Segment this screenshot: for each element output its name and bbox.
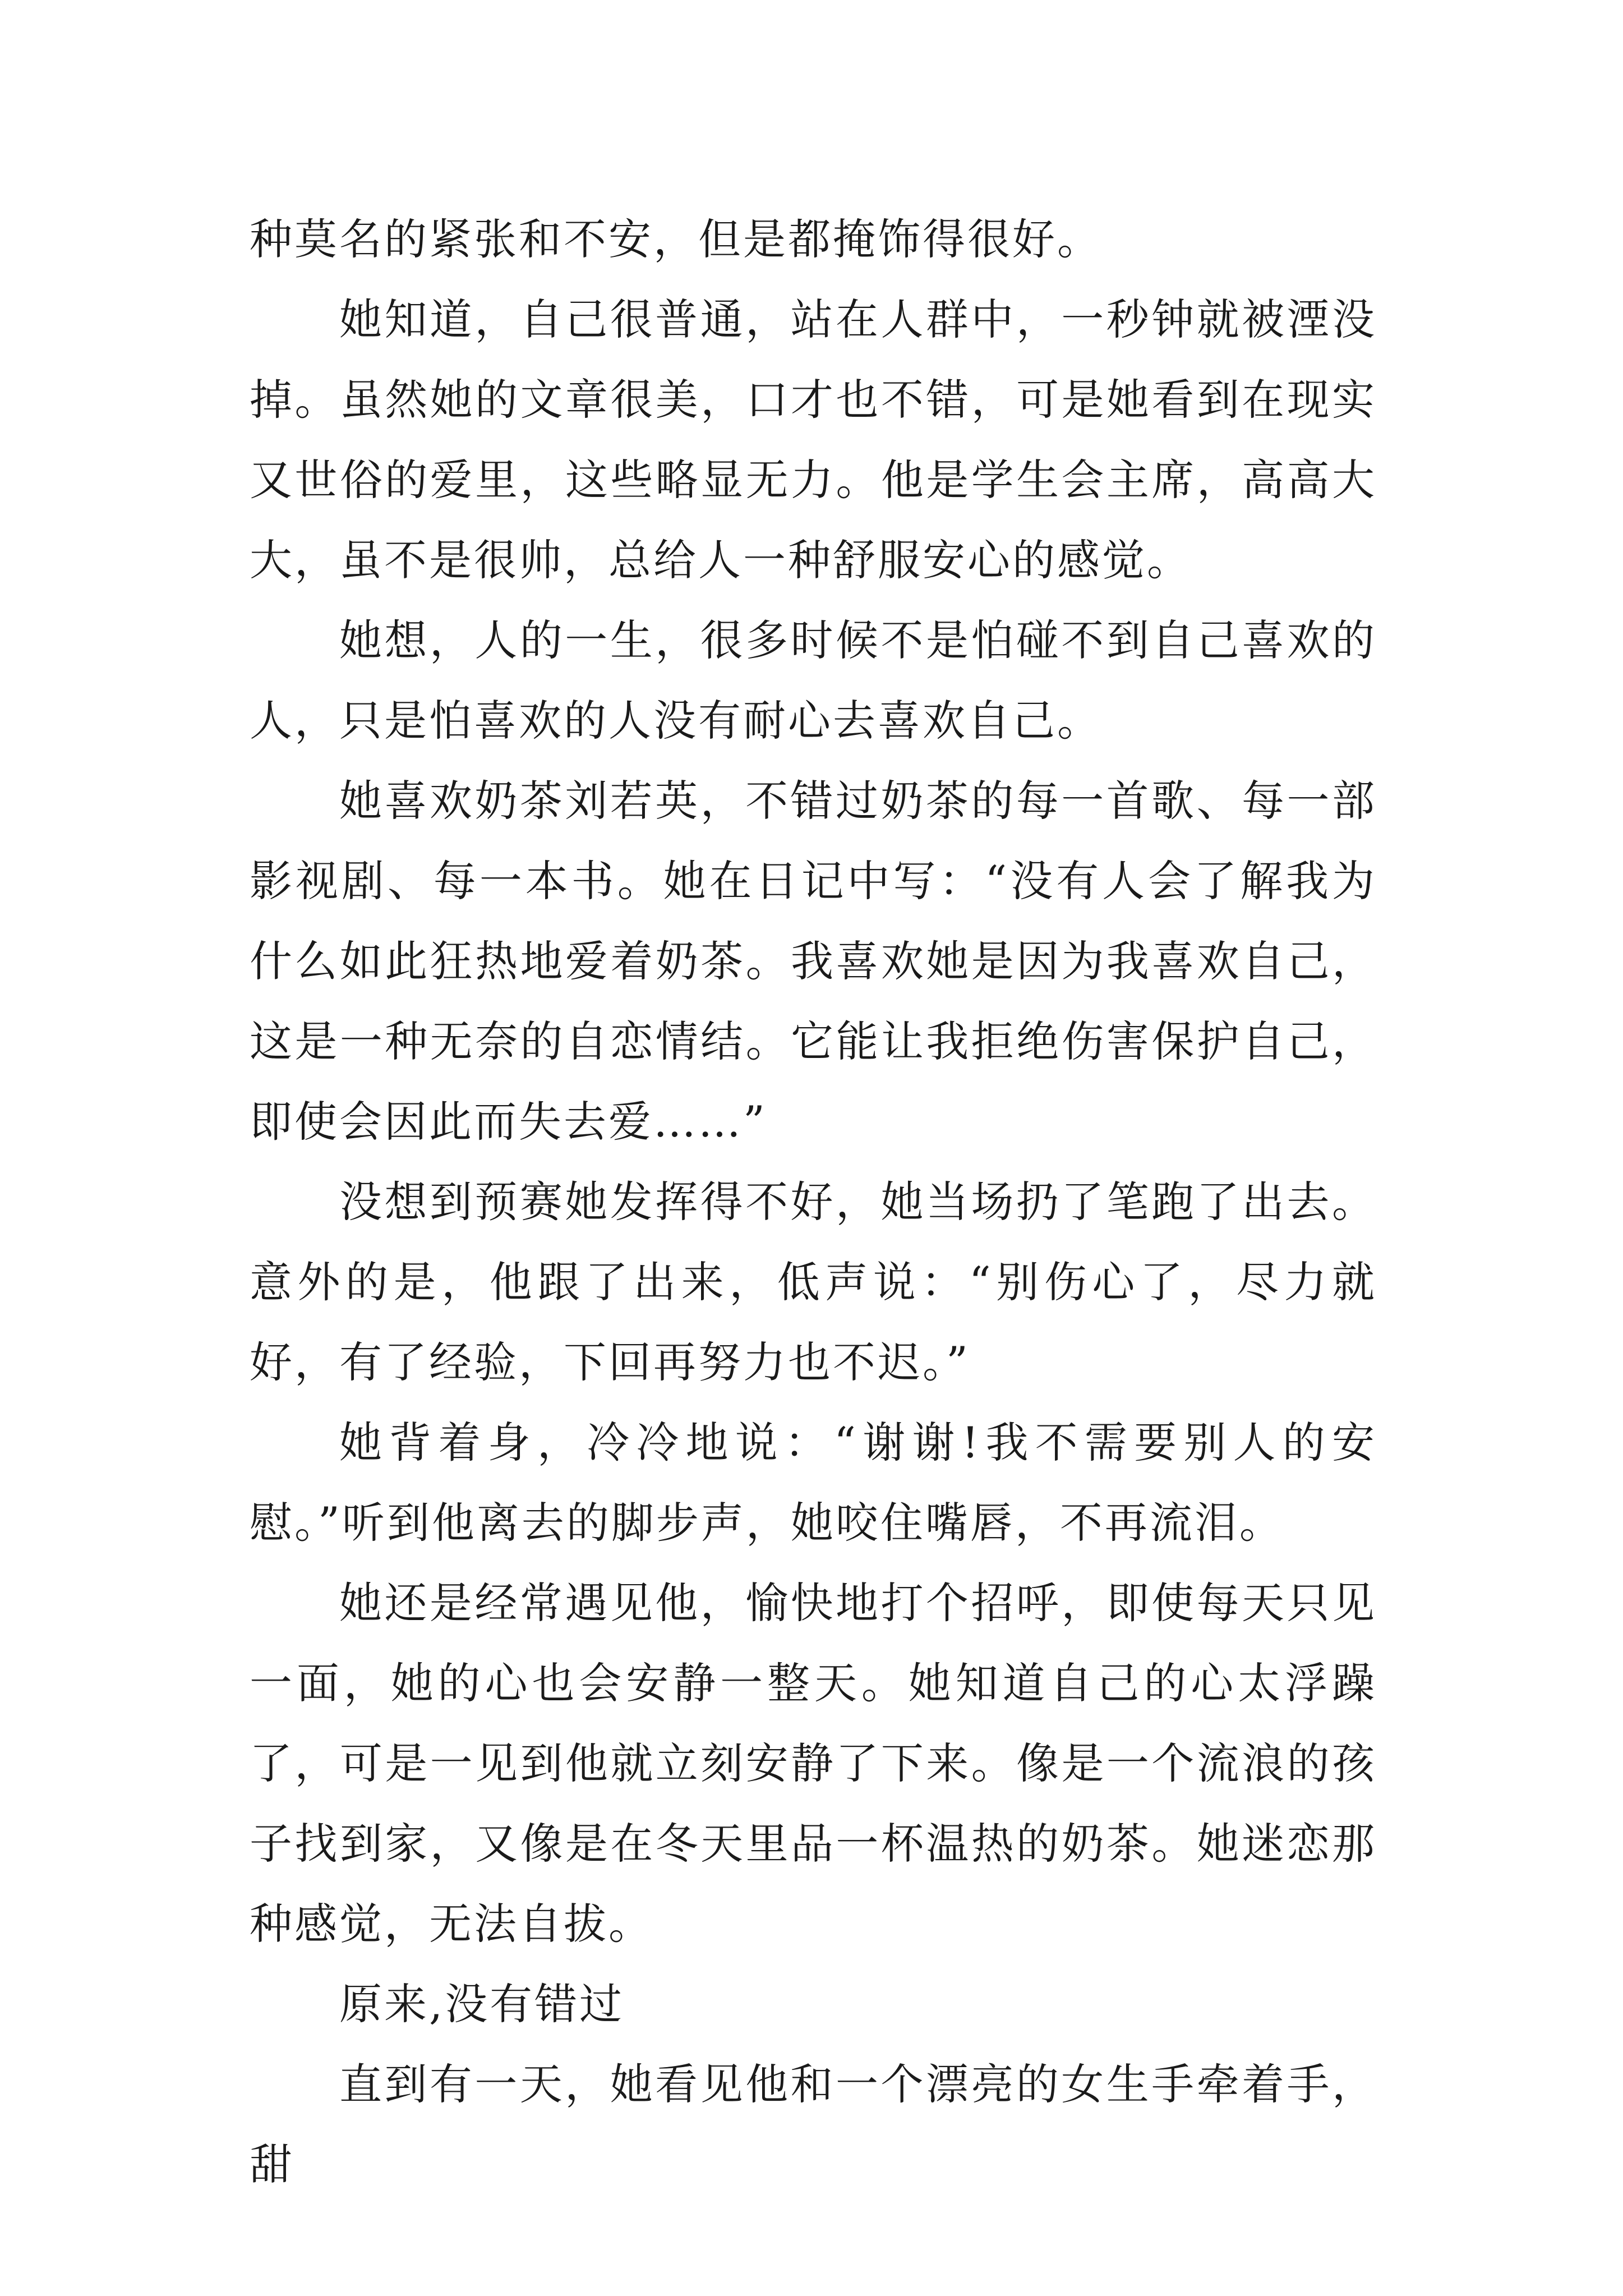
paragraph: 没想到预赛她发挥得不好，她当场扔了笔跑了出去。意外的是，他跟了出来，低声说：“别伤心了，尽力就好，有了经验，下回再努力也不迟。” <box>250 1177 1377 1387</box>
paragraph: 她喜欢奶茶刘若英，不错过奶茶的每一首歌、每一部影视剧、每一本书。她在日记中写：“没有人会了解我为什么如此狂热地爱着奶茶。我喜欢她是因为我喜欢自己，这是一种无奈的自恋情结。它能让我拒绝伤害保护自己，即使会因此而失去爱……” <box>250 776 1377 1147</box>
paragraph: 她还是经常遇见他，愉快地打个招呼，即使每天只见一面，她的心也会安静一整天。她知道自己的心太浮躁了，可是一见到他就立刻安静了下来。像是一个流浪的孩子找到家，又像是在冬天里品一杯温热的奶茶。她迷恋那种感觉，无法自拔。 <box>250 1578 1377 1949</box>
paragraph: 她背着身，冷冷地说：“谢谢!我不需要别人的安慰。”听到他离去的脚步声，她咬住嘴唇，不再流泪。 <box>250 1418 1377 1548</box>
paragraph: 直到有一天，她看见他和一个漂亮的女生手牵着手，甜 <box>250 2059 1377 2189</box>
paragraph: 种莫名的紧张和不安，但是都掩饰得很好。 <box>250 214 1102 264</box>
paragraph: 她知道，自己很普通，站在人群中，一秒钟就被湮没掉。虽然她的文章很美，口才也不错，可是她看到在现实又世俗的爱里，这些略显无力。他是学生会主席，高高大大，虽不是很帅，总给人一种舒服安心的感觉。 <box>250 295 1377 585</box>
section-heading: 原来,没有错过 <box>339 1979 625 2029</box>
paragraph: 她想，人的一生，很多时候不是怕碰不到自己喜欢的人，只是怕喜欢的人没有耐心去喜欢自己。 <box>250 615 1377 746</box>
body-text <box>250 199 1377 2205</box>
